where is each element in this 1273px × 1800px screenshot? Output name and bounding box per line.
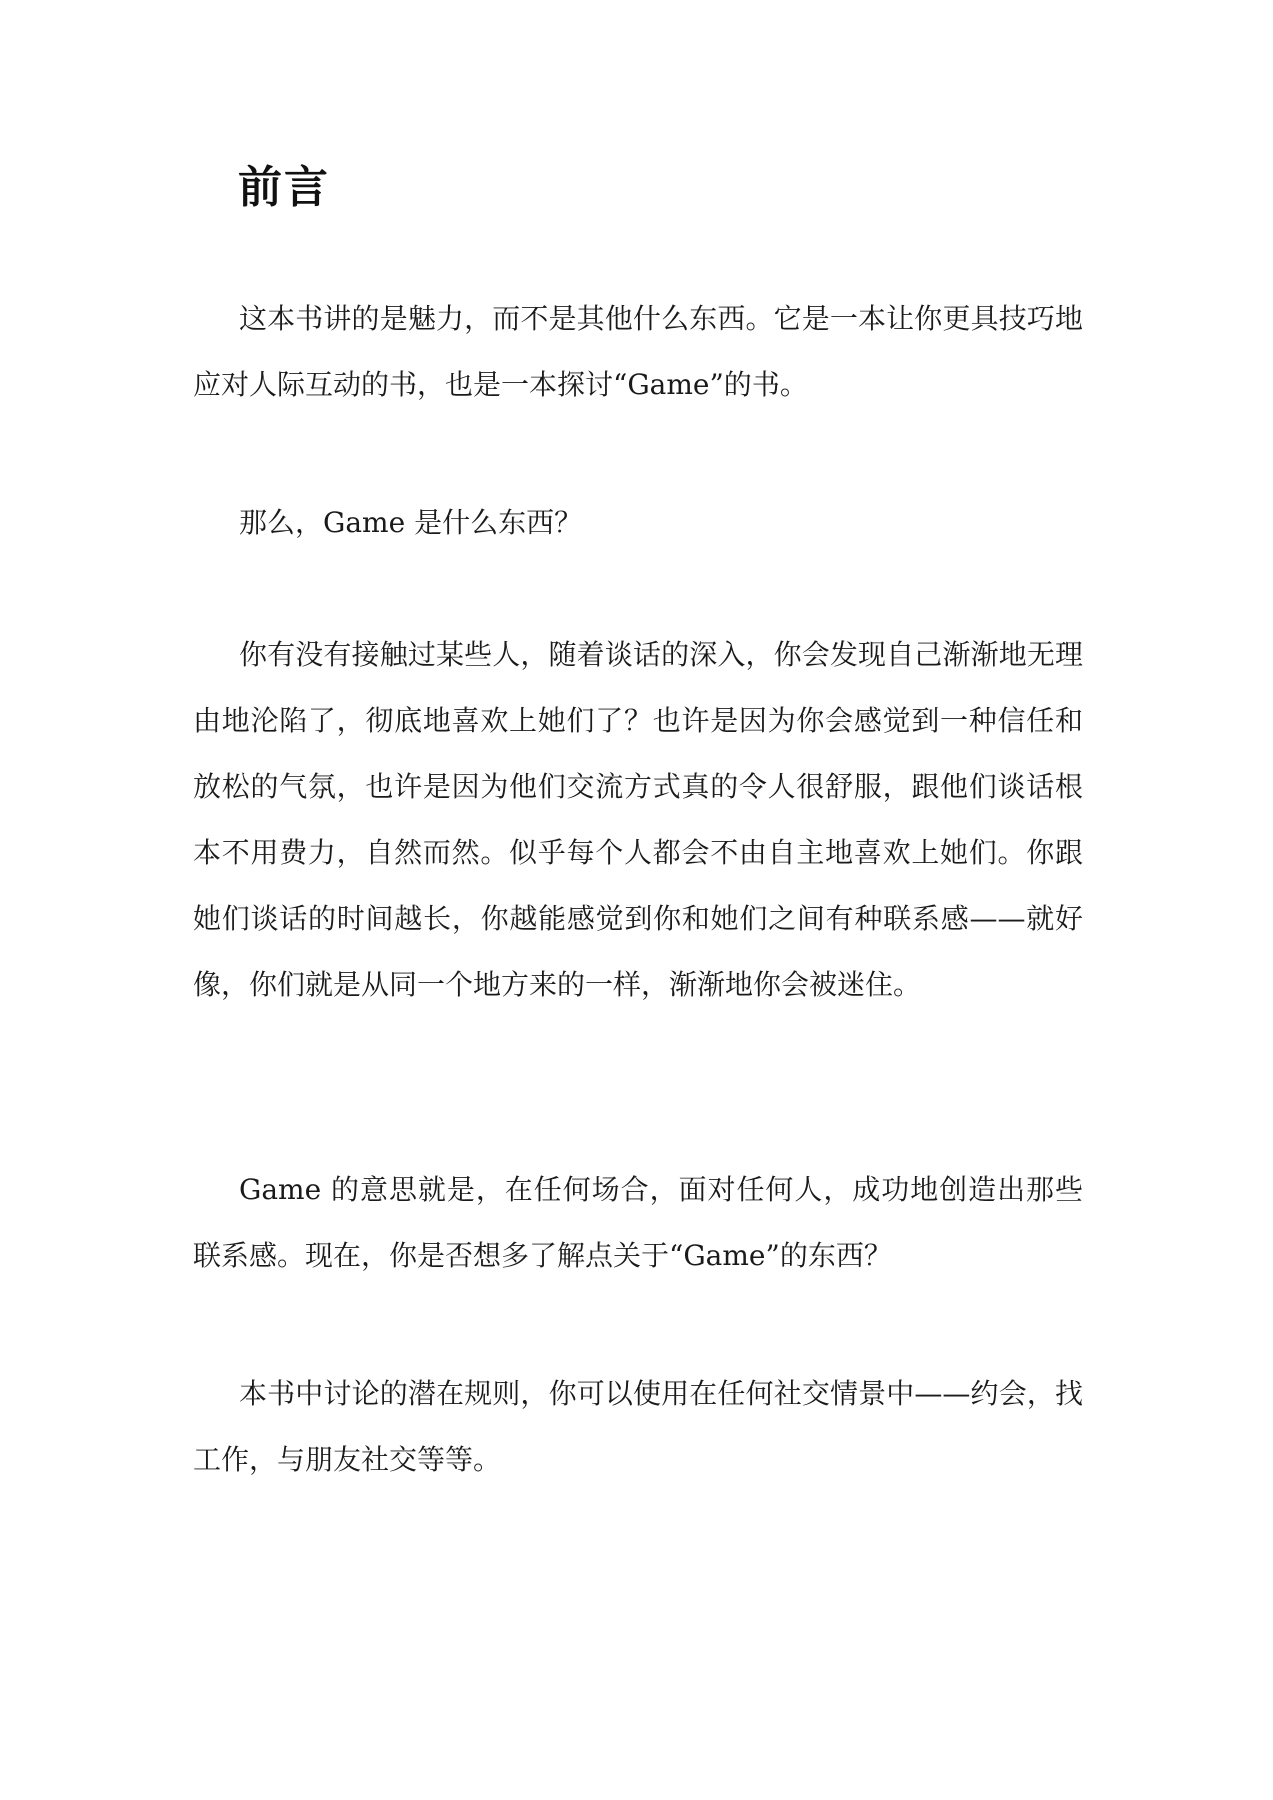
page-title: 前言 (238, 162, 330, 213)
paragraph-question: 那么，Game 是什么东西？ (239, 506, 583, 539)
paragraph-usage: 本书中讨论的潜在规则，你可以使用在任何社交情景中——约会，找工作，与朋友社交等等。 (193, 1377, 1083, 1476)
paragraph-definition: Game 的意思就是，在任何场合，面对任何人，成功地创造出那些联系感。现在，你是否想多了解点关于“Game”的东西？ (193, 1173, 1083, 1272)
paragraph-intro: 这本书讲的是魅力，而不是其他什么东西。它是一本让你更具技巧地应对人际互动的书，也是一本探讨“Game”的书。 (193, 302, 1083, 401)
paragraph-description: 你有没有接触过某些人，随着谈话的深入，你会发现自己渐渐地无理由地沦陷了，彻底地喜欢上她们了？也许是因为你会感觉到一种信任和放松的气氛，也许是因为他们交流方式真的令人很舒服，跟他们谈话根本不用费力，自然而然。似乎每个人都会不由自主地喜欢上她们。你跟她们谈话的时间越长，你越能感觉到你和她们之间有种联系感——就好像，你们就是从同一个地方来的一样，渐渐地你会被迷住。 (193, 638, 1083, 1001)
